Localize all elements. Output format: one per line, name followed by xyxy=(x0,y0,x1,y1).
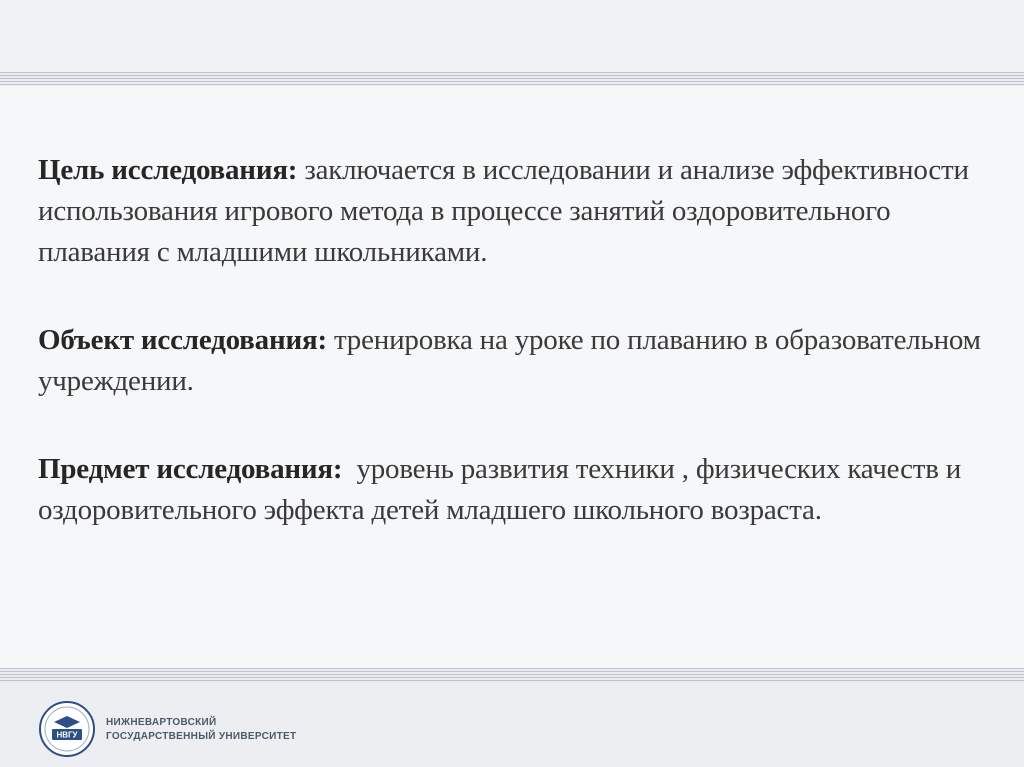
university-logo xyxy=(38,700,96,758)
top-divider-stripes xyxy=(0,72,1024,86)
university-name xyxy=(106,716,296,744)
research-subject-label: Предмет исследования: xyxy=(38,453,343,485)
slide-body-text xyxy=(38,150,998,578)
research-object-paragraph xyxy=(38,320,998,402)
research-subject-paragraph xyxy=(38,449,998,531)
logo-abbreviation: НВГУ xyxy=(56,730,78,740)
research-subject-text: уровень развития техники , физических качеств и оздоровительного эффекта детей младшего школьного возраста. xyxy=(38,453,969,526)
research-goal-text: заключается в исследовании и анализе эффективности использования игрового метода в процессе занятий оздоровительного плавания с младшими школьниками. xyxy=(38,154,969,268)
research-goal-paragraph xyxy=(38,150,998,273)
university-name-line2: ГОСУДАРСТВЕННЫЙ УНИВЕРСИТЕТ xyxy=(106,731,297,742)
research-goal-label: Цель исследования: xyxy=(38,154,298,186)
research-object-label: Объект исследования: xyxy=(38,324,327,356)
bottom-divider-stripes xyxy=(0,668,1024,682)
slide-top-band xyxy=(0,0,1024,72)
university-name-line1: НИЖНЕВАРТОВСКИЙ xyxy=(106,717,217,728)
research-object-text: тренировка на уроке по плаванию в образовательном учреждении. xyxy=(38,324,981,397)
